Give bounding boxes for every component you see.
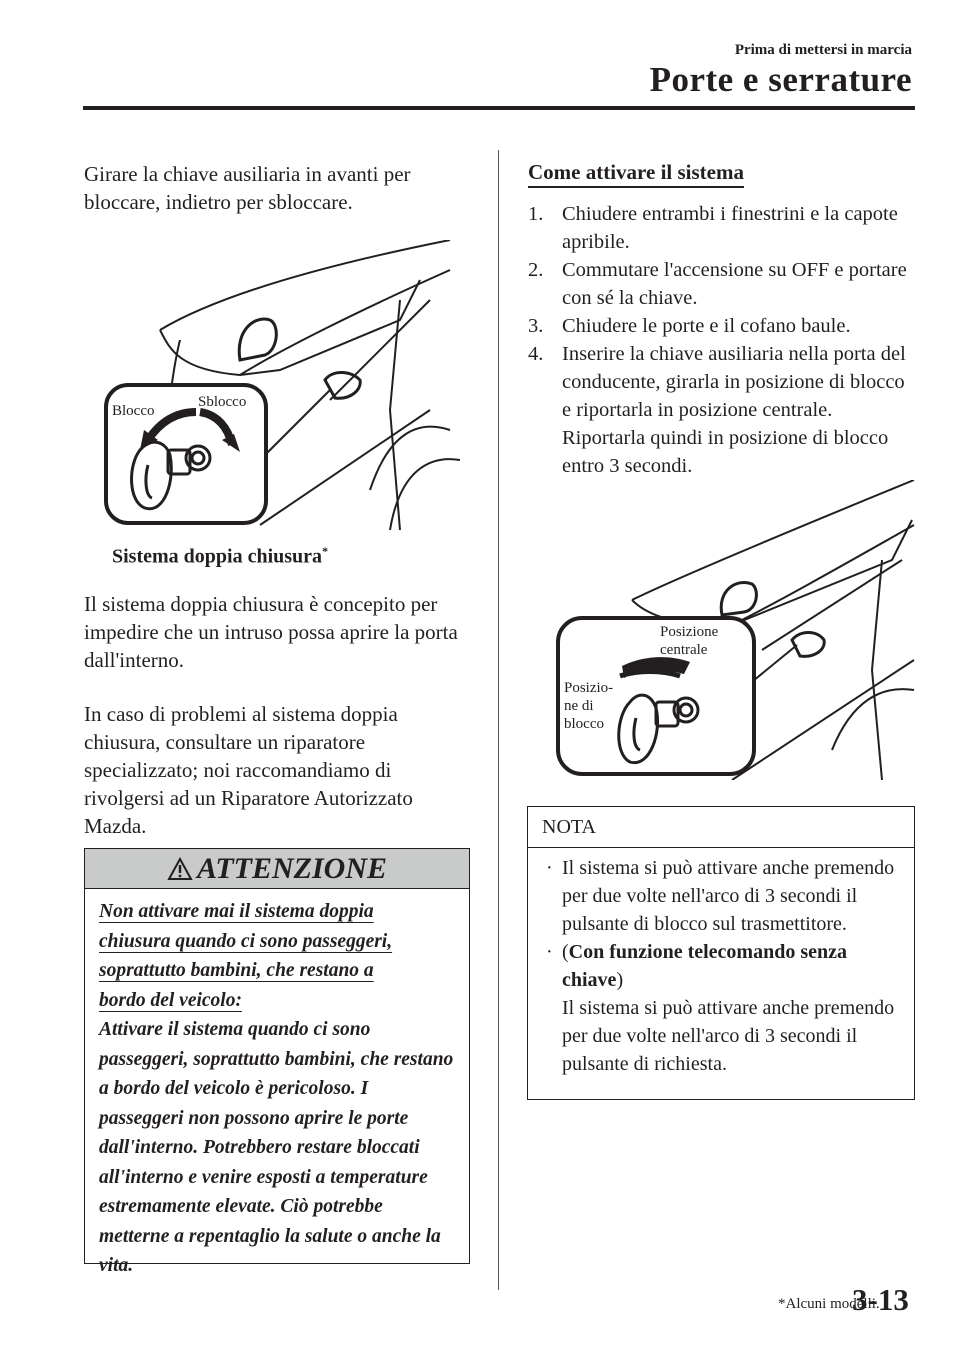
label-lock-position: Posizio- <box>564 680 614 696</box>
warning-line: chiusura quando ci sono passeggeri, <box>99 930 393 952</box>
door-handle-icon <box>325 373 360 399</box>
svg-text:blocco: blocco <box>564 716 604 732</box>
bullet: · <box>546 941 553 963</box>
figure-caption: Sistema doppia chiusura* <box>112 544 329 568</box>
warning-text: Attivare il sistema quando ci sono passeggeri, soprattutto bambini, che restano a bordo del veicolo è pericoloso. I passeggeri non possono aprire le porte dall'interno. Potrebbero restare bloccati all'interno e venire esposti a temperature estremamente elevate. Ciò potrebbe metterne a repentaglio la salute o anche la vita. <box>99 1019 454 1276</box>
bullet: · <box>546 857 553 879</box>
note-body <box>528 848 914 1078</box>
description-paragraph: Il sistema doppia chiusura è concepito per impedire che un intruso possa aprire la porta dall'interno. <box>84 592 458 672</box>
step-item: 1. Chiudere entrambi i finestrini e la capote apribile. <box>528 203 898 253</box>
warning-header <box>85 849 469 889</box>
label-lock: Blocco <box>112 403 155 419</box>
section-name: Prima di mettersi in marcia <box>734 42 912 58</box>
mirror-icon <box>239 319 276 360</box>
intro-paragraph: Girare la chiave ausiliaria in avanti per bloccare, indietro per sbloccare. <box>84 162 411 214</box>
footnote: *Alcuni modelli. <box>778 1296 880 1312</box>
problems-paragraph: In caso di problemi al sistema doppia chiusura, consultare un riparatore specializzato; noi raccomandiamo di rivolgersi ad un Riparatore Autorizzato Mazda. <box>84 702 413 838</box>
step-item: 3. Chiudere le porte e il cofano baule. <box>528 315 851 337</box>
note-item: · Il sistema si può attivare anche premendo per due volte nell'arco di 3 secondi il pulsante di blocco sul trasmettitore. <box>542 854 900 938</box>
warning-triangle-icon <box>167 857 193 881</box>
door-lock-illustration <box>100 240 460 530</box>
warning-box <box>84 848 470 1276</box>
door-handle-icon <box>792 633 824 657</box>
step-item: 2. Commutare l'accensione su OFF e portare con sé la chiave. <box>528 259 907 309</box>
caption-footnote-mark: * <box>322 544 329 558</box>
label-center-position: Posizione <box>660 624 719 640</box>
key-inset-frame <box>558 618 754 774</box>
header-rule <box>83 106 915 110</box>
mirror-icon <box>721 582 756 615</box>
step-item: 4. Inserire la chiave ausiliaria nella porta del conducente, girarla in posizione di blocco e riportarla in posizione centrale. Riportarla quindi in posizione di blocco entro 3 secondi. <box>528 343 906 477</box>
warning-line: Non attivare mai il sistema doppia <box>99 901 374 922</box>
warning-body <box>85 889 469 1281</box>
warning-title: ATTENZIONE <box>196 852 388 885</box>
warning-line: bordo del veicolo: <box>99 989 242 1011</box>
column-divider <box>498 150 499 1290</box>
warning-line: soprattutto bambini, che restano a <box>99 960 374 981</box>
svg-text:ne di: ne di <box>564 698 594 714</box>
page-title: Porte e serrature <box>649 60 912 99</box>
note-title: NOTA <box>528 807 914 848</box>
car-body-outline <box>160 240 450 330</box>
note-box <box>527 806 915 1100</box>
section-heading: Come attivare il sistema <box>528 160 744 184</box>
svg-text:centrale: centrale <box>660 642 708 658</box>
note-item: · (Con funzione telecomando senza chiave) Il sistema si può attivare anche premendo per due volte nell'arco di 3 secondi il pulsante di richiesta. <box>542 938 900 1078</box>
label-unlock: Sblocco <box>198 394 247 410</box>
page-number: 3-13 <box>852 1282 909 1317</box>
double-lock-illustration <box>552 480 922 780</box>
steps-list <box>528 200 918 480</box>
